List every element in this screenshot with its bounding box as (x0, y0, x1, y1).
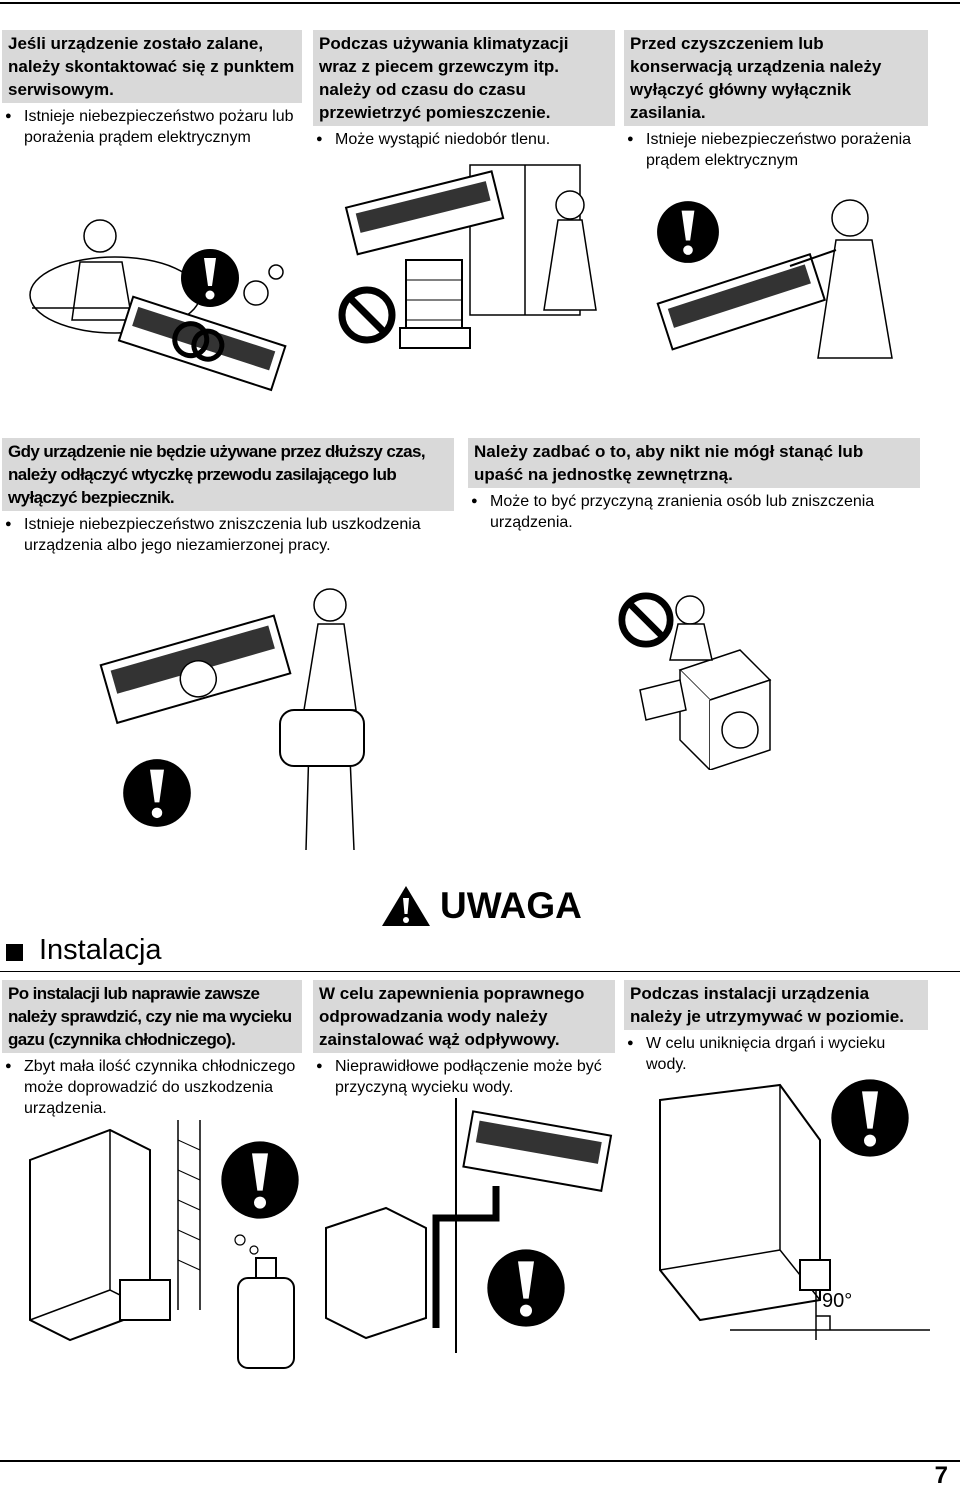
block-bullet: ● Istnieje niebezpieczeństwo zniszczenia lub uszkodzenia urządzenia albo jego niezamierzonej pracy. (2, 514, 454, 556)
exclamation-circle-icon (122, 758, 192, 828)
top-rule (0, 2, 960, 4)
caution-text: UWAGA (440, 885, 582, 926)
block-bullet: ● Zbyt mała ilość czynnika chłodniczego może doprowadzić do uszkodzenia urządzenia. (2, 1056, 302, 1119)
square-bullet-icon (6, 944, 23, 961)
block-ventilate (313, 30, 615, 150)
section-title (6, 934, 162, 967)
bottom-rule (0, 1460, 960, 1462)
block-bullet: ● Może wystąpić niedobór tlenu. (313, 129, 615, 150)
exclamation-circle-icon (830, 1078, 910, 1158)
block-heading: Podczas używania klimatyzacji wraz z piecem grzewczym itp. należy od czasu do czasu przewietrzyć pomieszczenie. (313, 30, 615, 126)
block-bullet: ● Może to być przyczyną zranienia osób lub zniszczenia urządzenia. (468, 491, 920, 533)
caution-label (380, 884, 582, 928)
page-number: 7 (934, 1462, 948, 1489)
block-bullet: ● Istnieje niebezpieczeństwo porażenia prądem elektrycznym (624, 129, 928, 171)
block-heading: Należy zadbać o to, aby nikt nie mógł stanąć lub upaść na jednostkę zewnętrzną. (468, 438, 920, 488)
section-title-text: Instalacja (39, 934, 162, 966)
block-cleaning (624, 30, 928, 171)
block-bullet: ● Nieprawidłowe podłączenie może być przyczyną wycieku wody. (313, 1056, 615, 1098)
exclamation-circle-icon (486, 1248, 566, 1328)
illustration-drain-hose (316, 1098, 616, 1358)
block-outdoor-unit (468, 438, 920, 533)
exclamation-circle-icon (656, 200, 720, 264)
section-rule (0, 971, 960, 972)
block-flood (2, 30, 302, 148)
exclamation-circle-icon (180, 248, 240, 308)
block-heading: W celu zapewnienia poprawnego odprowadzania wody należy zainstalować wąż odpływowy. (313, 980, 615, 1053)
block-bullet: ● W celu uniknięcia drgań i wycieku wody. (624, 1033, 928, 1075)
block-heading: Po instalacji lub naprawie zawsze należy sprawdzić, czy nie ma wycieku gazu (czynnika chłodniczego). (2, 980, 302, 1053)
warning-triangle-icon (380, 884, 432, 928)
block-unused (2, 438, 454, 556)
block-bullet: ● Istnieje niebezpieczeństwo pożaru lub porażenia prądem elektrycznym (2, 106, 302, 148)
block-gas-leak (2, 980, 302, 1119)
block-heading: Gdy urządzenie nie będzie używane przez dłuższy czas, należy odłączyć wtyczkę przewodu zasilającego lub wyłączyć bezpiecznik. (2, 438, 454, 511)
illustration-flood (20, 200, 310, 410)
angle-label: 90° (822, 1290, 853, 1312)
prohibition-icon (618, 592, 674, 648)
prohibition-icon (338, 286, 396, 344)
block-level (624, 980, 928, 1075)
exclamation-circle-icon (220, 1140, 300, 1220)
block-heading: Podczas instalacji urządzenia należy je utrzymywać w poziomie. (624, 980, 928, 1030)
block-heading: Przed czyszczeniem lub konserwacją urządzenia należy wyłączyć główny wyłącznik zasilania. (624, 30, 928, 126)
block-drain-hose (313, 980, 615, 1098)
block-heading: Jeśli urządzenie zostało zalane, należy skontaktować się z punktem serwisowym. (2, 30, 302, 103)
